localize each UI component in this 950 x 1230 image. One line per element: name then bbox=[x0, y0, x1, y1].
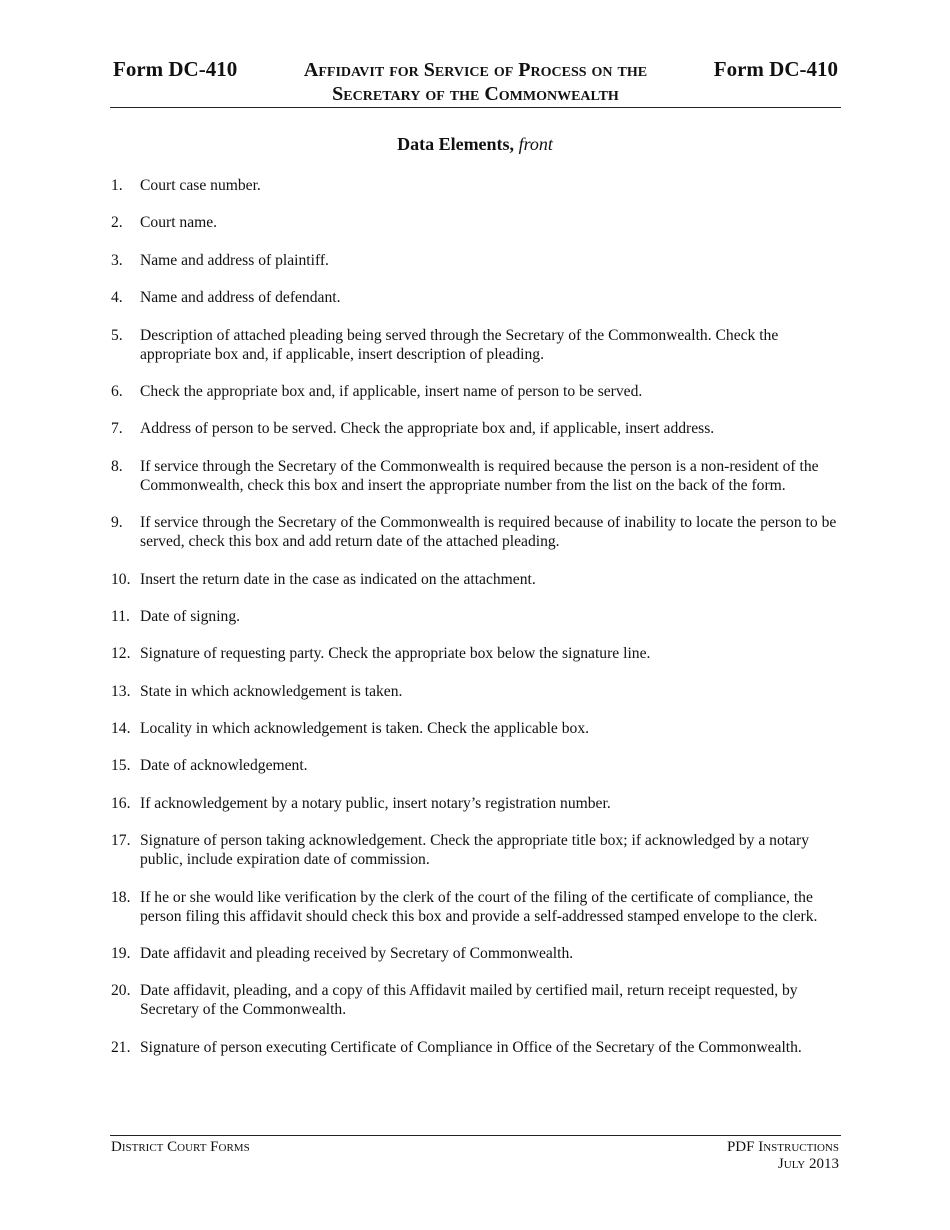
header-divider bbox=[110, 107, 841, 108]
form-title-line-1: Affidavit for Service of Process on the bbox=[303, 59, 648, 81]
list-item-number: 3. bbox=[111, 251, 123, 269]
list-item bbox=[111, 831, 841, 869]
list-item-number: 5. bbox=[111, 326, 123, 344]
list-item bbox=[111, 288, 841, 307]
list-item bbox=[111, 719, 841, 738]
list-item bbox=[111, 682, 841, 701]
list-item bbox=[111, 457, 841, 495]
list-item-text: Signature of person executing Certificate of Compliance in Office of the Secretary of the Commonwealth. bbox=[140, 1038, 802, 1056]
list-item bbox=[111, 326, 841, 364]
footer-right bbox=[727, 1139, 839, 1173]
list-item bbox=[111, 419, 841, 438]
footer-right-line-1: PDF Instructions bbox=[726, 1139, 839, 1155]
list-item-number: 19. bbox=[111, 945, 131, 963]
list-item bbox=[111, 644, 841, 663]
section-heading-bold: Data Elements, bbox=[397, 134, 515, 154]
list-item-number: 16. bbox=[111, 794, 131, 812]
list-item bbox=[111, 981, 841, 1019]
list-item-text: Court case number. bbox=[140, 177, 261, 194]
list-item-number: 11. bbox=[111, 607, 130, 625]
list-item-number: 13. bbox=[111, 682, 131, 700]
list-item-text: If acknowledgement by a notary public, insert notary’s registration number. bbox=[140, 794, 611, 812]
list-item-text: Name and address of defendant. bbox=[140, 289, 341, 307]
list-item-number: 4. bbox=[111, 289, 123, 307]
form-number-right: Form DC-410 bbox=[713, 57, 838, 81]
list-item-number: 12. bbox=[111, 645, 131, 663]
list-item bbox=[111, 607, 841, 626]
list-item-text: Address of person to be served. Check the appropriate box and, if applicable, insert address. bbox=[140, 420, 715, 438]
list-item-text: Signature of requesting party. Check the appropriate box below the signature line. bbox=[140, 645, 651, 663]
list-item bbox=[111, 382, 841, 401]
footer-divider bbox=[110, 1135, 841, 1136]
section-heading bbox=[0, 133, 950, 155]
list-item-number: 15. bbox=[111, 757, 131, 775]
list-item-text: If service through the Secretary of the Commonwealth is required because of inability to locate the person to be served, check this box and add return date of the attached pleading. bbox=[140, 514, 837, 551]
list-item-number: 2. bbox=[111, 214, 123, 232]
list-item-text: Date of acknowledgement. bbox=[140, 757, 308, 775]
list-item bbox=[111, 570, 841, 589]
list-item-text: If he or she would like verification by the clerk of the court of the filing of the certificate of compliance, the person filing this affidavit should check this box and provide a self-addressed stamped envelope to the clerk. bbox=[140, 888, 818, 925]
list-item-number: 9. bbox=[111, 514, 123, 532]
list-item bbox=[111, 944, 841, 963]
footer-left: District Court Forms bbox=[111, 1139, 250, 1155]
list-item-number: 14. bbox=[111, 720, 131, 738]
list-item-number: 20. bbox=[111, 982, 131, 1000]
list-item-text: If service through the Secretary of the Commonwealth is required because the person is a non-resident of the Commonwealth, check this box and insert the appropriate number from the list on the back of the form. bbox=[140, 457, 819, 494]
list-item-number: 18. bbox=[111, 888, 131, 906]
list-item-text: Signature of person taking acknowledgement. Check the appropriate title box; if acknowledged by a notary public, include expiration date of commission. bbox=[140, 832, 810, 869]
list-item bbox=[111, 513, 841, 551]
data-elements-list bbox=[111, 176, 841, 1075]
section-heading-italic: front bbox=[518, 134, 553, 154]
list-item-number: 7. bbox=[111, 420, 123, 438]
list-item-text: Insert the return date in the case as indicated on the attachment. bbox=[140, 570, 536, 588]
list-item-text: Check the appropriate box and, if applicable, insert name of person to be served. bbox=[140, 382, 643, 400]
footer-right-line-2: July 2013 bbox=[777, 1156, 839, 1172]
list-item-text: State in which acknowledgement is taken. bbox=[140, 682, 403, 700]
list-item-text: Description of attached pleading being served through the Secretary of the Commonwealth. Check the appropriate box and, if applicable, insert description of pleading. bbox=[140, 326, 779, 363]
list-item bbox=[111, 213, 841, 232]
list-item bbox=[111, 251, 841, 270]
list-item-number: 17. bbox=[111, 832, 131, 850]
page-header bbox=[111, 56, 840, 106]
list-item-text: Court name. bbox=[140, 214, 218, 232]
list-item bbox=[111, 1038, 841, 1057]
list-item bbox=[111, 888, 841, 926]
list-item-text: Date of signing. bbox=[140, 607, 241, 625]
list-item bbox=[111, 756, 841, 775]
form-number-left: Form DC-410 bbox=[113, 57, 238, 81]
list-item-number: 8. bbox=[111, 457, 123, 475]
list-item-text: Date affidavit, pleading, and a copy of this Affidavit mailed by certified mail, return receipt requested, by Secretary of the Commonwealth. bbox=[140, 982, 798, 1019]
list-item bbox=[111, 176, 841, 195]
list-item-number: 21. bbox=[111, 1038, 131, 1056]
list-item-number: 10. bbox=[111, 570, 131, 588]
list-item-text: Date affidavit and pleading received by Secretary of Commonwealth. bbox=[140, 945, 574, 963]
form-title-line-2: Secretary of the Commonwealth bbox=[332, 83, 619, 105]
list-item bbox=[111, 794, 841, 813]
list-item-text: Locality in which acknowledgement is taken. Check the applicable box. bbox=[140, 720, 590, 738]
list-item-text: Name and address of plaintiff. bbox=[140, 251, 329, 269]
list-item-number: 1. bbox=[111, 177, 123, 194]
list-item-number: 6. bbox=[111, 382, 123, 400]
